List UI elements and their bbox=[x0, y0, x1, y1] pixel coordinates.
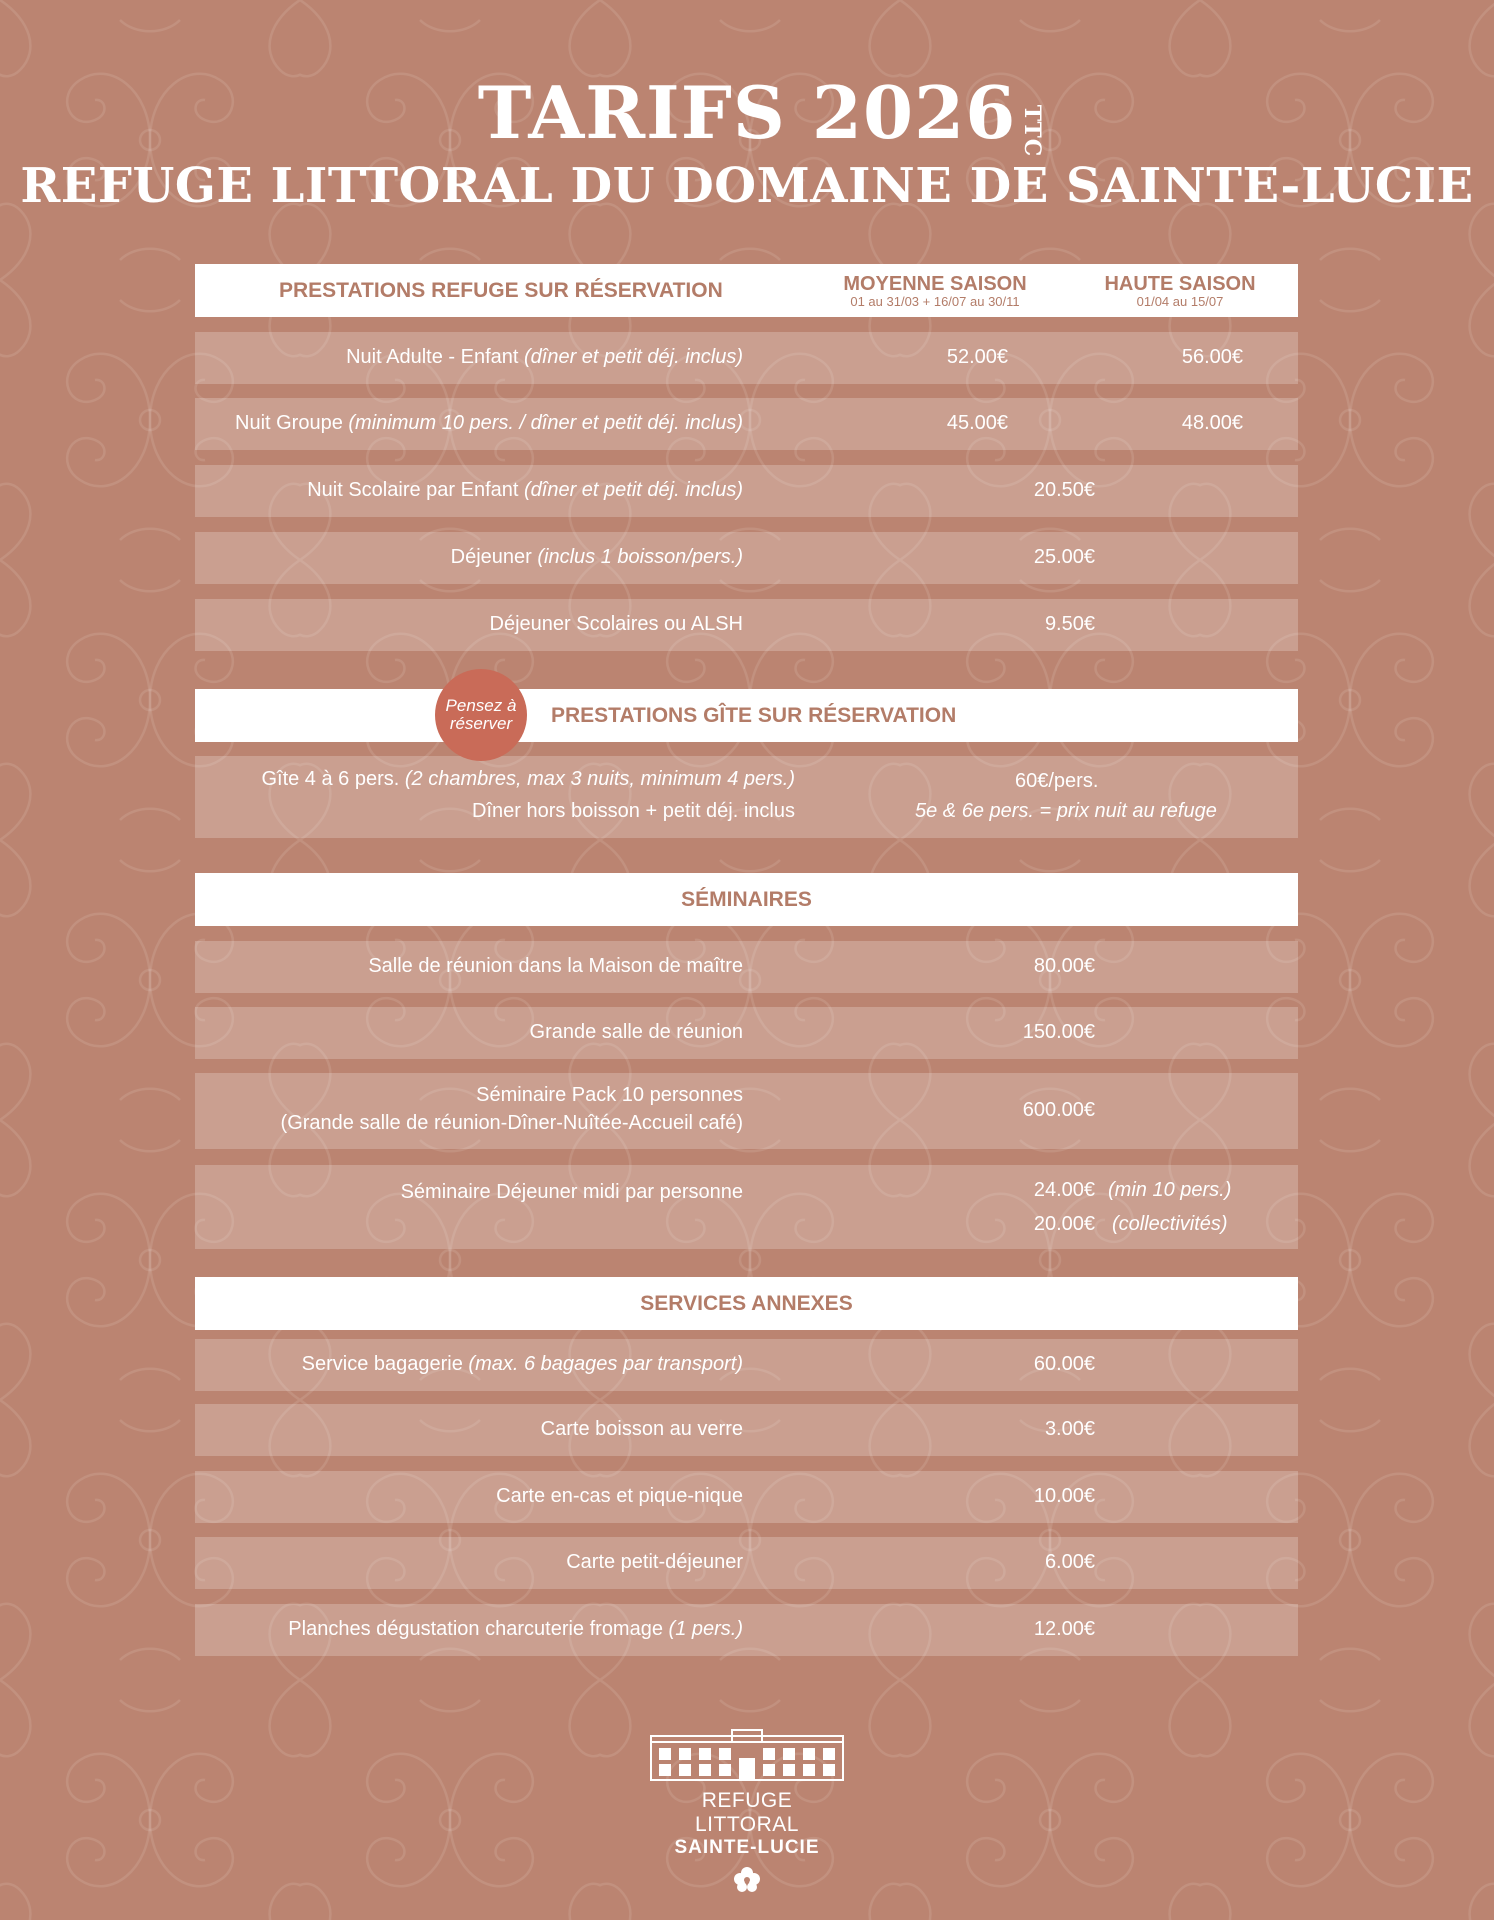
flower-icon bbox=[732, 1865, 762, 1895]
logo-line-2: SAINTE-LUCIE bbox=[674, 1837, 820, 1858]
table-row bbox=[195, 1007, 1298, 1059]
refuge-header bbox=[195, 264, 1298, 317]
gite-label-line-1 bbox=[261, 768, 795, 791]
gite-price-note: 5e & 6e pers. = prix nuit au refuge bbox=[915, 800, 1217, 822]
refuge-heading: PRESTATIONS REFUGE SUR RÉSERVATION bbox=[279, 279, 723, 302]
table-row bbox=[195, 532, 1298, 584]
row-price: 12.00€ bbox=[1033, 1618, 1095, 1640]
row-price: 600.00€ bbox=[1022, 1099, 1095, 1121]
title-block bbox=[0, 70, 1494, 216]
high-season-price: 56.00€ bbox=[1181, 346, 1243, 368]
row-price: 3.00€ bbox=[1044, 1418, 1095, 1440]
table-row bbox=[195, 1404, 1298, 1456]
row-label: Séminaire Déjeuner midi par personne bbox=[400, 1181, 743, 1203]
row-label-text: Nuit Scolaire par Enfant bbox=[307, 479, 524, 501]
row-price: 6.00€ bbox=[1044, 1551, 1095, 1573]
row-price-min: 24.00€ bbox=[1033, 1179, 1095, 1201]
row-price: 25.00€ bbox=[1033, 546, 1095, 568]
page-title bbox=[477, 70, 1046, 158]
mid-season-title: MOYENNE SAISON bbox=[843, 273, 1027, 295]
row-label: Salle de réunion dans la Maison de maître bbox=[368, 955, 743, 977]
row-price-min-note: (min 10 pers.) bbox=[1108, 1179, 1232, 1201]
row-price-collectivites: 20.00€ bbox=[1033, 1213, 1095, 1235]
gite-heading: PRESTATIONS GÎTE SUR RÉSERVATION bbox=[551, 704, 957, 727]
row-label: Séminaire Pack 10 personnes bbox=[476, 1084, 743, 1106]
gite-label-text: Gîte 4 à 6 pers. bbox=[261, 768, 405, 790]
row-label bbox=[307, 479, 743, 502]
table-row bbox=[195, 756, 1298, 838]
table-row bbox=[195, 599, 1298, 651]
table-row bbox=[195, 398, 1298, 450]
row-label-note: (dîner et petit déj. inclus) bbox=[524, 346, 743, 368]
mid-season-column-header bbox=[825, 273, 1045, 309]
row-label bbox=[451, 546, 743, 569]
logo-line-1: REFUGE LITTORAL bbox=[695, 1789, 799, 1836]
services-heading: SERVICES ANNEXES bbox=[640, 1292, 853, 1315]
seminaires-heading: SÉMINAIRES bbox=[681, 888, 812, 911]
table-row bbox=[195, 1604, 1298, 1656]
row-label-text: Service bagagerie bbox=[301, 1353, 469, 1375]
mid-season-dates: 01 au 31/03 + 16/07 au 30/11 bbox=[850, 294, 1020, 309]
high-season-price: 48.00€ bbox=[1181, 412, 1243, 434]
gite-price: 60€/pers. bbox=[1015, 770, 1099, 792]
services-header bbox=[195, 1277, 1298, 1330]
row-label-note: (dîner et petit déj. inclus) bbox=[524, 479, 743, 501]
row-price: 150.00€ bbox=[1022, 1021, 1095, 1043]
mid-season-price: 45.00€ bbox=[946, 412, 1008, 434]
row-price-collectivites-note: (collectivités) bbox=[1112, 1213, 1228, 1235]
row-label bbox=[346, 346, 743, 369]
row-label bbox=[288, 1618, 743, 1641]
ttc-label: TTC bbox=[1019, 104, 1046, 158]
row-label-text: Nuit Groupe bbox=[235, 412, 349, 434]
page-subtitle: REFUGE LITTORAL DU DOMAINE DE SAINTE-LUCIE bbox=[20, 158, 1474, 214]
row-label-note: (inclus 1 boisson/pers.) bbox=[537, 546, 743, 568]
high-season-title: HAUTE SAISON bbox=[1104, 273, 1256, 295]
row-label: Carte boisson au verre bbox=[540, 1418, 743, 1440]
refuge-logo bbox=[647, 1728, 847, 1900]
gite-label-note: (2 chambres, max 3 nuits, minimum 4 pers.) bbox=[404, 768, 795, 790]
high-season-column-header bbox=[1080, 273, 1280, 309]
row-label: Carte en-cas et pique-nique bbox=[496, 1485, 743, 1507]
row-label bbox=[235, 412, 743, 435]
badge-line-1: Pensez à bbox=[445, 696, 517, 715]
row-label: Carte petit-déjeuner bbox=[566, 1551, 743, 1573]
seminaires-header bbox=[195, 873, 1298, 926]
row-label-text: Déjeuner Scolaires ou ALSH bbox=[489, 613, 743, 635]
row-label bbox=[302, 1353, 743, 1376]
row-label-note: (minimum 10 pers. / dîner et petit déj. inclus) bbox=[348, 412, 743, 434]
row-label: Grande salle de réunion bbox=[529, 1021, 743, 1043]
row-price: 9.50€ bbox=[1044, 613, 1095, 635]
table-row bbox=[195, 465, 1298, 517]
row-label-text: Nuit Adulte - Enfant bbox=[346, 346, 524, 368]
table-row bbox=[195, 1537, 1298, 1589]
row-price: 80.00€ bbox=[1033, 955, 1095, 977]
row-price: 20.50€ bbox=[1033, 479, 1095, 501]
mid-season-price: 52.00€ bbox=[946, 346, 1008, 368]
table-row bbox=[195, 1165, 1298, 1249]
table-row bbox=[195, 1471, 1298, 1523]
row-label-text: Déjeuner bbox=[450, 546, 538, 568]
row-label-detail: (Grande salle de réunion-Dîner-Nuîtée-Accueil café) bbox=[280, 1112, 743, 1134]
row-price: 60.00€ bbox=[1033, 1353, 1095, 1375]
table-row bbox=[195, 1339, 1298, 1391]
gite-header bbox=[195, 689, 1298, 742]
title-text: TARIFS 2026 bbox=[477, 70, 1017, 155]
table-row bbox=[195, 332, 1298, 384]
high-season-dates: 01/04 au 15/07 bbox=[1136, 294, 1224, 309]
row-label-text: Planches dégustation charcuterie fromage bbox=[288, 1618, 669, 1640]
gite-label-line-2: Dîner hors boisson + petit déj. inclus bbox=[472, 800, 795, 822]
badge-line-2: réserver bbox=[449, 714, 513, 733]
reserve-badge bbox=[435, 669, 527, 761]
table-row bbox=[195, 941, 1298, 993]
table-row bbox=[195, 1073, 1298, 1149]
row-price: 10.00€ bbox=[1033, 1485, 1095, 1507]
row-label-note: (max. 6 bagages par transport) bbox=[468, 1353, 743, 1375]
building-icon bbox=[647, 1728, 847, 1784]
row-label bbox=[490, 613, 743, 636]
row-label-note: (1 pers.) bbox=[668, 1618, 743, 1640]
